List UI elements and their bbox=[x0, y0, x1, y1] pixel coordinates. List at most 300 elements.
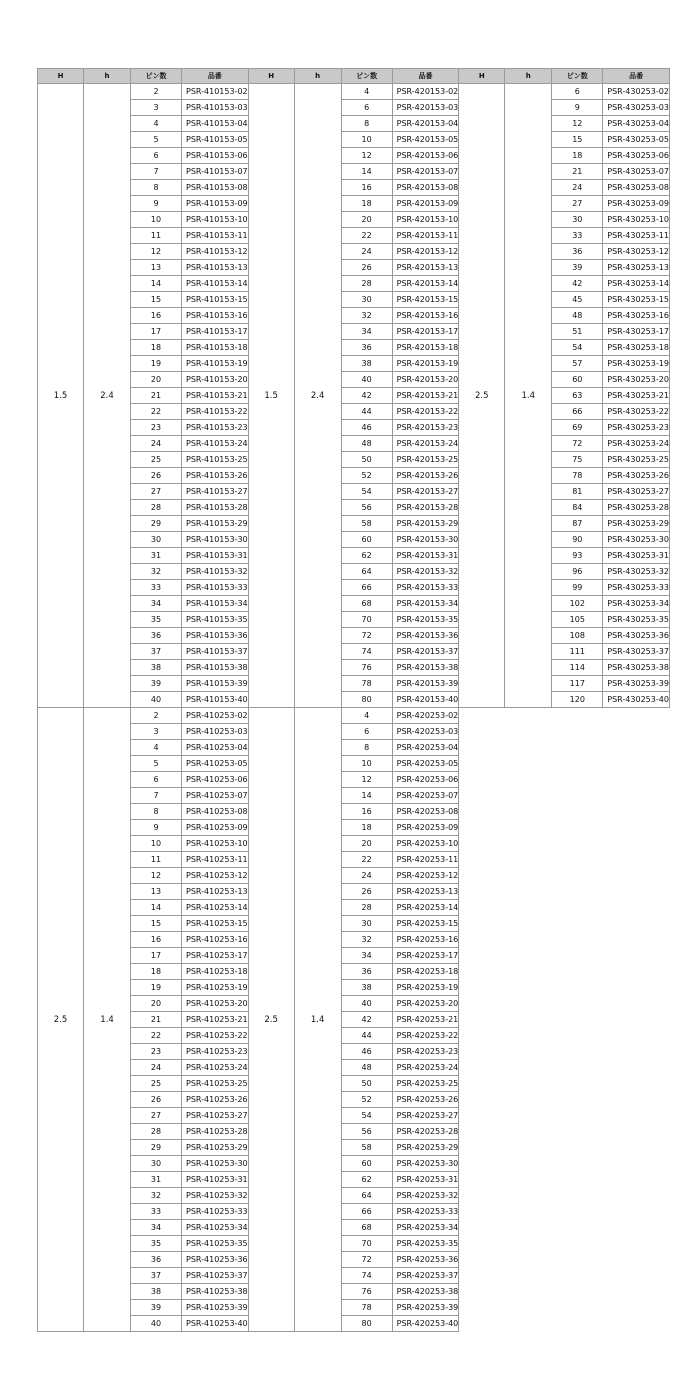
cell-part-number: PSR-410253-32 bbox=[182, 1188, 249, 1204]
cell-pin-count: 66 bbox=[552, 404, 603, 420]
cell-pin-count: 37 bbox=[131, 1268, 182, 1284]
cell-pin-count: 78 bbox=[341, 676, 392, 692]
cell-part-number: PSR-420153-24 bbox=[392, 436, 459, 452]
empty-area bbox=[459, 1012, 670, 1028]
cell-pin-count: 8 bbox=[131, 180, 182, 196]
cell-part-number: PSR-410153-05 bbox=[182, 132, 249, 148]
empty-area bbox=[459, 964, 670, 980]
cell-part-number: PSR-420153-36 bbox=[392, 628, 459, 644]
table-row bbox=[38, 692, 670, 708]
table-row bbox=[38, 420, 670, 436]
table-row bbox=[38, 500, 670, 516]
cell-pin-count: 56 bbox=[341, 1124, 392, 1140]
empty-area bbox=[459, 1044, 670, 1060]
cell-pin-count: 10 bbox=[131, 836, 182, 852]
cell-part-number: PSR-420153-34 bbox=[392, 596, 459, 612]
cell-part-number: PSR-420253-23 bbox=[392, 1044, 459, 1060]
cell-part-number: PSR-410153-09 bbox=[182, 196, 249, 212]
cell-pin-count: 16 bbox=[341, 804, 392, 820]
cell-pin-count: 42 bbox=[341, 388, 392, 404]
cell-pin-count: 96 bbox=[552, 564, 603, 580]
empty-area bbox=[459, 1204, 670, 1220]
cell-pin-count: 54 bbox=[341, 484, 392, 500]
table-row bbox=[38, 1268, 670, 1284]
cell-pin-count: 87 bbox=[552, 516, 603, 532]
table-row bbox=[38, 1204, 670, 1220]
cell-pin-count: 44 bbox=[341, 1028, 392, 1044]
cell-h: 1.4 bbox=[84, 708, 131, 1332]
header-H: H bbox=[459, 69, 505, 84]
cell-part-number: PSR-430253-04 bbox=[603, 116, 670, 132]
cell-pin-count: 40 bbox=[131, 692, 182, 708]
empty-area bbox=[459, 884, 670, 900]
cell-pin-count: 54 bbox=[552, 340, 603, 356]
empty-area bbox=[459, 900, 670, 916]
table-row bbox=[38, 660, 670, 676]
cell-pin-count: 28 bbox=[131, 500, 182, 516]
cell-pin-count: 64 bbox=[341, 564, 392, 580]
cell-pin-count: 11 bbox=[131, 852, 182, 868]
table-row bbox=[38, 900, 670, 916]
cell-pin-count: 12 bbox=[131, 868, 182, 884]
table-row bbox=[38, 1300, 670, 1316]
cell-part-number: PSR-410153-06 bbox=[182, 148, 249, 164]
cell-pin-count: 30 bbox=[552, 212, 603, 228]
cell-part-number: PSR-420253-36 bbox=[392, 1252, 459, 1268]
cell-pin-count: 34 bbox=[131, 1220, 182, 1236]
cell-part-number: PSR-430253-17 bbox=[603, 324, 670, 340]
table-row bbox=[38, 948, 670, 964]
cell-part-number: PSR-410253-34 bbox=[182, 1220, 249, 1236]
header-part: 品番 bbox=[182, 69, 249, 84]
cell-pin-count: 54 bbox=[341, 1108, 392, 1124]
cell-pin-count: 9 bbox=[131, 820, 182, 836]
cell-pin-count: 38 bbox=[131, 660, 182, 676]
cell-part-number: PSR-420153-17 bbox=[392, 324, 459, 340]
cell-pin-count: 84 bbox=[552, 500, 603, 516]
cell-pin-count: 15 bbox=[552, 132, 603, 148]
cell-part-number: PSR-420153-16 bbox=[392, 308, 459, 324]
cell-pin-count: 74 bbox=[341, 1268, 392, 1284]
cell-part-number: PSR-420253-04 bbox=[392, 740, 459, 756]
cell-part-number: PSR-430253-38 bbox=[603, 660, 670, 676]
cell-pin-count: 20 bbox=[131, 372, 182, 388]
cell-pin-count: 13 bbox=[131, 884, 182, 900]
cell-pin-count: 33 bbox=[131, 1204, 182, 1220]
cell-part-number: PSR-420253-13 bbox=[392, 884, 459, 900]
cell-pin-count: 24 bbox=[131, 1060, 182, 1076]
empty-area bbox=[459, 1028, 670, 1044]
cell-part-number: PSR-420253-05 bbox=[392, 756, 459, 772]
cell-H: 1.5 bbox=[248, 84, 294, 708]
table-row bbox=[38, 756, 670, 772]
cell-pin-count: 31 bbox=[131, 548, 182, 564]
cell-pin-count: 35 bbox=[131, 1236, 182, 1252]
table-row bbox=[38, 1028, 670, 1044]
empty-area bbox=[459, 708, 670, 724]
table-row bbox=[38, 740, 670, 756]
cell-pin-count: 60 bbox=[552, 372, 603, 388]
cell-pin-count: 34 bbox=[131, 596, 182, 612]
cell-pin-count: 62 bbox=[341, 1172, 392, 1188]
cell-pin-count: 20 bbox=[131, 996, 182, 1012]
cell-part-number: PSR-420253-10 bbox=[392, 836, 459, 852]
cell-part-number: PSR-430253-22 bbox=[603, 404, 670, 420]
cell-pin-count: 40 bbox=[341, 996, 392, 1012]
empty-area bbox=[459, 852, 670, 868]
cell-pin-count: 6 bbox=[341, 100, 392, 116]
cell-pin-count: 21 bbox=[131, 1012, 182, 1028]
cell-pin-count: 28 bbox=[341, 900, 392, 916]
cell-part-number: PSR-410153-03 bbox=[182, 100, 249, 116]
cell-pin-count: 30 bbox=[341, 292, 392, 308]
cell-part-number: PSR-410153-31 bbox=[182, 548, 249, 564]
cell-pin-count: 52 bbox=[341, 1092, 392, 1108]
cell-part-number: PSR-410253-14 bbox=[182, 900, 249, 916]
cell-part-number: PSR-430253-23 bbox=[603, 420, 670, 436]
cell-pin-count: 93 bbox=[552, 548, 603, 564]
table-row bbox=[38, 724, 670, 740]
header-H: H bbox=[38, 69, 84, 84]
cell-part-number: PSR-420253-22 bbox=[392, 1028, 459, 1044]
cell-part-number: PSR-420153-30 bbox=[392, 532, 459, 548]
cell-pin-count: 13 bbox=[131, 260, 182, 276]
cell-part-number: PSR-420153-03 bbox=[392, 100, 459, 116]
table-row bbox=[38, 836, 670, 852]
cell-pin-count: 12 bbox=[131, 244, 182, 260]
cell-part-number: PSR-420253-28 bbox=[392, 1124, 459, 1140]
cell-pin-count: 36 bbox=[341, 964, 392, 980]
cell-pin-count: 18 bbox=[131, 964, 182, 980]
cell-pin-count: 32 bbox=[341, 932, 392, 948]
table-row bbox=[38, 820, 670, 836]
cell-part-number: PSR-410153-08 bbox=[182, 180, 249, 196]
cell-part-number: PSR-430253-18 bbox=[603, 340, 670, 356]
table-row bbox=[38, 180, 670, 196]
empty-area bbox=[459, 868, 670, 884]
cell-part-number: PSR-410153-25 bbox=[182, 452, 249, 468]
cell-part-number: PSR-410153-07 bbox=[182, 164, 249, 180]
cell-pin-count: 2 bbox=[131, 84, 182, 100]
cell-pin-count: 60 bbox=[341, 532, 392, 548]
cell-part-number: PSR-410153-16 bbox=[182, 308, 249, 324]
cell-pin-count: 14 bbox=[341, 788, 392, 804]
cell-H: 2.5 bbox=[459, 84, 505, 708]
cell-pin-count: 10 bbox=[341, 132, 392, 148]
cell-part-number: PSR-420153-02 bbox=[392, 84, 459, 100]
cell-part-number: PSR-420153-32 bbox=[392, 564, 459, 580]
cell-pin-count: 17 bbox=[131, 948, 182, 964]
table-row bbox=[38, 676, 670, 692]
cell-pin-count: 72 bbox=[552, 436, 603, 452]
cell-pin-count: 72 bbox=[341, 628, 392, 644]
table-row bbox=[38, 980, 670, 996]
cell-part-number: PSR-410153-20 bbox=[182, 372, 249, 388]
cell-part-number: PSR-430253-13 bbox=[603, 260, 670, 276]
cell-part-number: PSR-420253-21 bbox=[392, 1012, 459, 1028]
cell-part-number: PSR-410253-20 bbox=[182, 996, 249, 1012]
cell-part-number: PSR-420153-06 bbox=[392, 148, 459, 164]
cell-pin-count: 29 bbox=[131, 516, 182, 532]
cell-part-number: PSR-410253-06 bbox=[182, 772, 249, 788]
cell-pin-count: 8 bbox=[131, 804, 182, 820]
cell-part-number: PSR-430253-20 bbox=[603, 372, 670, 388]
header-pins: ピン数 bbox=[552, 69, 603, 84]
cell-part-number: PSR-410153-32 bbox=[182, 564, 249, 580]
table-row bbox=[38, 532, 670, 548]
cell-part-number: PSR-410253-13 bbox=[182, 884, 249, 900]
cell-part-number: PSR-420153-04 bbox=[392, 116, 459, 132]
cell-part-number: PSR-410153-12 bbox=[182, 244, 249, 260]
table-row bbox=[38, 884, 670, 900]
cell-part-number: PSR-420253-27 bbox=[392, 1108, 459, 1124]
cell-part-number: PSR-410153-35 bbox=[182, 612, 249, 628]
empty-area bbox=[459, 804, 670, 820]
cell-pin-count: 14 bbox=[341, 164, 392, 180]
cell-part-number: PSR-430253-34 bbox=[603, 596, 670, 612]
cell-part-number: PSR-430253-06 bbox=[603, 148, 670, 164]
cell-pin-count: 105 bbox=[552, 612, 603, 628]
header-pins: ピン数 bbox=[131, 69, 182, 84]
table-row bbox=[38, 324, 670, 340]
cell-part-number: PSR-410253-28 bbox=[182, 1124, 249, 1140]
table-row bbox=[38, 132, 670, 148]
cell-pin-count: 16 bbox=[341, 180, 392, 196]
cell-pin-count: 56 bbox=[341, 500, 392, 516]
cell-H: 2.5 bbox=[38, 708, 84, 1332]
empty-area bbox=[459, 756, 670, 772]
cell-part-number: PSR-410253-15 bbox=[182, 916, 249, 932]
cell-part-number: PSR-410253-21 bbox=[182, 1012, 249, 1028]
cell-H: 2.5 bbox=[248, 708, 294, 1332]
cell-pin-count: 27 bbox=[552, 196, 603, 212]
table-row bbox=[38, 228, 670, 244]
cell-pin-count: 36 bbox=[131, 628, 182, 644]
table-row bbox=[38, 1140, 670, 1156]
cell-pin-count: 19 bbox=[131, 980, 182, 996]
cell-pin-count: 16 bbox=[131, 308, 182, 324]
cell-part-number: PSR-410253-29 bbox=[182, 1140, 249, 1156]
header-h: h bbox=[84, 69, 131, 84]
cell-part-number: PSR-410253-10 bbox=[182, 836, 249, 852]
cell-pin-count: 120 bbox=[552, 692, 603, 708]
cell-part-number: PSR-420153-27 bbox=[392, 484, 459, 500]
cell-part-number: PSR-420253-16 bbox=[392, 932, 459, 948]
cell-part-number: PSR-420253-33 bbox=[392, 1204, 459, 1220]
cell-part-number: PSR-430253-28 bbox=[603, 500, 670, 516]
cell-pin-count: 40 bbox=[131, 1316, 182, 1332]
cell-pin-count: 70 bbox=[341, 1236, 392, 1252]
empty-area bbox=[459, 1140, 670, 1156]
cell-part-number: PSR-420153-21 bbox=[392, 388, 459, 404]
cell-pin-count: 8 bbox=[341, 740, 392, 756]
cell-pin-count: 31 bbox=[131, 1172, 182, 1188]
cell-pin-count: 42 bbox=[341, 1012, 392, 1028]
cell-part-number: PSR-430253-33 bbox=[603, 580, 670, 596]
cell-pin-count: 48 bbox=[552, 308, 603, 324]
table-row bbox=[38, 772, 670, 788]
table-row bbox=[38, 340, 670, 356]
cell-part-number: PSR-410253-37 bbox=[182, 1268, 249, 1284]
cell-part-number: PSR-410253-08 bbox=[182, 804, 249, 820]
cell-pin-count: 6 bbox=[552, 84, 603, 100]
table-row bbox=[38, 564, 670, 580]
table-row bbox=[38, 548, 670, 564]
cell-part-number: PSR-410153-24 bbox=[182, 436, 249, 452]
cell-part-number: PSR-420253-38 bbox=[392, 1284, 459, 1300]
cell-pin-count: 20 bbox=[341, 836, 392, 852]
cell-part-number: PSR-430253-40 bbox=[603, 692, 670, 708]
cell-pin-count: 4 bbox=[131, 116, 182, 132]
cell-pin-count: 64 bbox=[341, 1188, 392, 1204]
table-row bbox=[38, 644, 670, 660]
cell-part-number: PSR-410153-04 bbox=[182, 116, 249, 132]
cell-pin-count: 74 bbox=[341, 644, 392, 660]
table-row bbox=[38, 596, 670, 612]
table-row bbox=[38, 308, 670, 324]
cell-pin-count: 19 bbox=[131, 356, 182, 372]
table-row bbox=[38, 580, 670, 596]
cell-pin-count: 14 bbox=[131, 900, 182, 916]
cell-pin-count: 18 bbox=[552, 148, 603, 164]
table-row bbox=[38, 788, 670, 804]
cell-part-number: PSR-420153-22 bbox=[392, 404, 459, 420]
empty-area bbox=[459, 1220, 670, 1236]
cell-part-number: PSR-410153-22 bbox=[182, 404, 249, 420]
cell-pin-count: 62 bbox=[341, 548, 392, 564]
cell-pin-count: 117 bbox=[552, 676, 603, 692]
cell-pin-count: 5 bbox=[131, 756, 182, 772]
header-part: 品番 bbox=[603, 69, 670, 84]
table-row bbox=[38, 1044, 670, 1060]
empty-area bbox=[459, 932, 670, 948]
cell-pin-count: 39 bbox=[552, 260, 603, 276]
cell-pin-count: 30 bbox=[131, 1156, 182, 1172]
table-row bbox=[38, 516, 670, 532]
cell-pin-count: 35 bbox=[131, 612, 182, 628]
cell-pin-count: 15 bbox=[131, 916, 182, 932]
cell-pin-count: 12 bbox=[552, 116, 603, 132]
cell-part-number: PSR-410153-39 bbox=[182, 676, 249, 692]
cell-part-number: PSR-420253-34 bbox=[392, 1220, 459, 1236]
empty-area bbox=[459, 1172, 670, 1188]
cell-part-number: PSR-430253-24 bbox=[603, 436, 670, 452]
cell-part-number: PSR-430253-15 bbox=[603, 292, 670, 308]
table-row bbox=[38, 196, 670, 212]
cell-part-number: PSR-420253-15 bbox=[392, 916, 459, 932]
cell-pin-count: 24 bbox=[552, 180, 603, 196]
cell-pin-count: 36 bbox=[552, 244, 603, 260]
cell-pin-count: 78 bbox=[341, 1300, 392, 1316]
cell-pin-count: 16 bbox=[131, 932, 182, 948]
cell-pin-count: 99 bbox=[552, 580, 603, 596]
cell-part-number: PSR-430253-07 bbox=[603, 164, 670, 180]
cell-part-number: PSR-420153-40 bbox=[392, 692, 459, 708]
cell-pin-count: 48 bbox=[341, 436, 392, 452]
cell-h: 2.4 bbox=[84, 84, 131, 708]
cell-part-number: PSR-420253-09 bbox=[392, 820, 459, 836]
cell-part-number: PSR-420253-20 bbox=[392, 996, 459, 1012]
cell-part-number: PSR-430253-02 bbox=[603, 84, 670, 100]
cell-pin-count: 18 bbox=[341, 820, 392, 836]
cell-part-number: PSR-410253-38 bbox=[182, 1284, 249, 1300]
table-row bbox=[38, 996, 670, 1012]
cell-part-number: PSR-430253-37 bbox=[603, 644, 670, 660]
cell-part-number: PSR-420153-14 bbox=[392, 276, 459, 292]
cell-part-number: PSR-420253-35 bbox=[392, 1236, 459, 1252]
cell-pin-count: 27 bbox=[131, 484, 182, 500]
cell-part-number: PSR-420253-03 bbox=[392, 724, 459, 740]
empty-area bbox=[459, 772, 670, 788]
cell-pin-count: 8 bbox=[341, 116, 392, 132]
table-row bbox=[38, 868, 670, 884]
cell-pin-count: 34 bbox=[341, 324, 392, 340]
cell-part-number: PSR-420253-07 bbox=[392, 788, 459, 804]
cell-pin-count: 60 bbox=[341, 1156, 392, 1172]
cell-pin-count: 24 bbox=[341, 868, 392, 884]
cell-part-number: PSR-410253-07 bbox=[182, 788, 249, 804]
table-row bbox=[38, 276, 670, 292]
cell-pin-count: 6 bbox=[131, 148, 182, 164]
empty-area bbox=[459, 1124, 670, 1140]
cell-pin-count: 52 bbox=[341, 468, 392, 484]
table-row bbox=[38, 1012, 670, 1028]
cell-part-number: PSR-420253-37 bbox=[392, 1268, 459, 1284]
cell-pin-count: 58 bbox=[341, 1140, 392, 1156]
cell-pin-count: 76 bbox=[341, 660, 392, 676]
cell-part-number: PSR-420153-15 bbox=[392, 292, 459, 308]
cell-pin-count: 17 bbox=[131, 324, 182, 340]
empty-area bbox=[459, 948, 670, 964]
cell-part-number: PSR-410153-17 bbox=[182, 324, 249, 340]
table-row bbox=[38, 852, 670, 868]
cell-part-number: PSR-410253-17 bbox=[182, 948, 249, 964]
cell-part-number: PSR-410253-35 bbox=[182, 1236, 249, 1252]
cell-part-number: PSR-430253-35 bbox=[603, 612, 670, 628]
cell-part-number: PSR-410153-30 bbox=[182, 532, 249, 548]
cell-part-number: PSR-420153-09 bbox=[392, 196, 459, 212]
cell-pin-count: 22 bbox=[341, 852, 392, 868]
cell-pin-count: 40 bbox=[341, 372, 392, 388]
empty-area bbox=[459, 836, 670, 852]
cell-part-number: PSR-410253-11 bbox=[182, 852, 249, 868]
cell-part-number: PSR-420153-26 bbox=[392, 468, 459, 484]
cell-part-number: PSR-410253-25 bbox=[182, 1076, 249, 1092]
cell-pin-count: 72 bbox=[341, 1252, 392, 1268]
cell-pin-count: 9 bbox=[131, 196, 182, 212]
cell-pin-count: 42 bbox=[552, 276, 603, 292]
cell-part-number: PSR-430253-10 bbox=[603, 212, 670, 228]
cell-part-number: PSR-410253-03 bbox=[182, 724, 249, 740]
table-row bbox=[38, 484, 670, 500]
empty-area bbox=[459, 820, 670, 836]
cell-pin-count: 58 bbox=[341, 516, 392, 532]
cell-part-number: PSR-420253-26 bbox=[392, 1092, 459, 1108]
cell-part-number: PSR-430253-39 bbox=[603, 676, 670, 692]
cell-pin-count: 25 bbox=[131, 1076, 182, 1092]
cell-pin-count: 18 bbox=[341, 196, 392, 212]
table-row bbox=[38, 1188, 670, 1204]
cell-part-number: PSR-420153-29 bbox=[392, 516, 459, 532]
empty-area bbox=[459, 1252, 670, 1268]
cell-part-number: PSR-420253-29 bbox=[392, 1140, 459, 1156]
cell-pin-count: 28 bbox=[131, 1124, 182, 1140]
cell-pin-count: 33 bbox=[552, 228, 603, 244]
cell-part-number: PSR-410153-38 bbox=[182, 660, 249, 676]
cell-pin-count: 4 bbox=[341, 708, 392, 724]
cell-part-number: PSR-410253-24 bbox=[182, 1060, 249, 1076]
cell-part-number: PSR-420153-25 bbox=[392, 452, 459, 468]
